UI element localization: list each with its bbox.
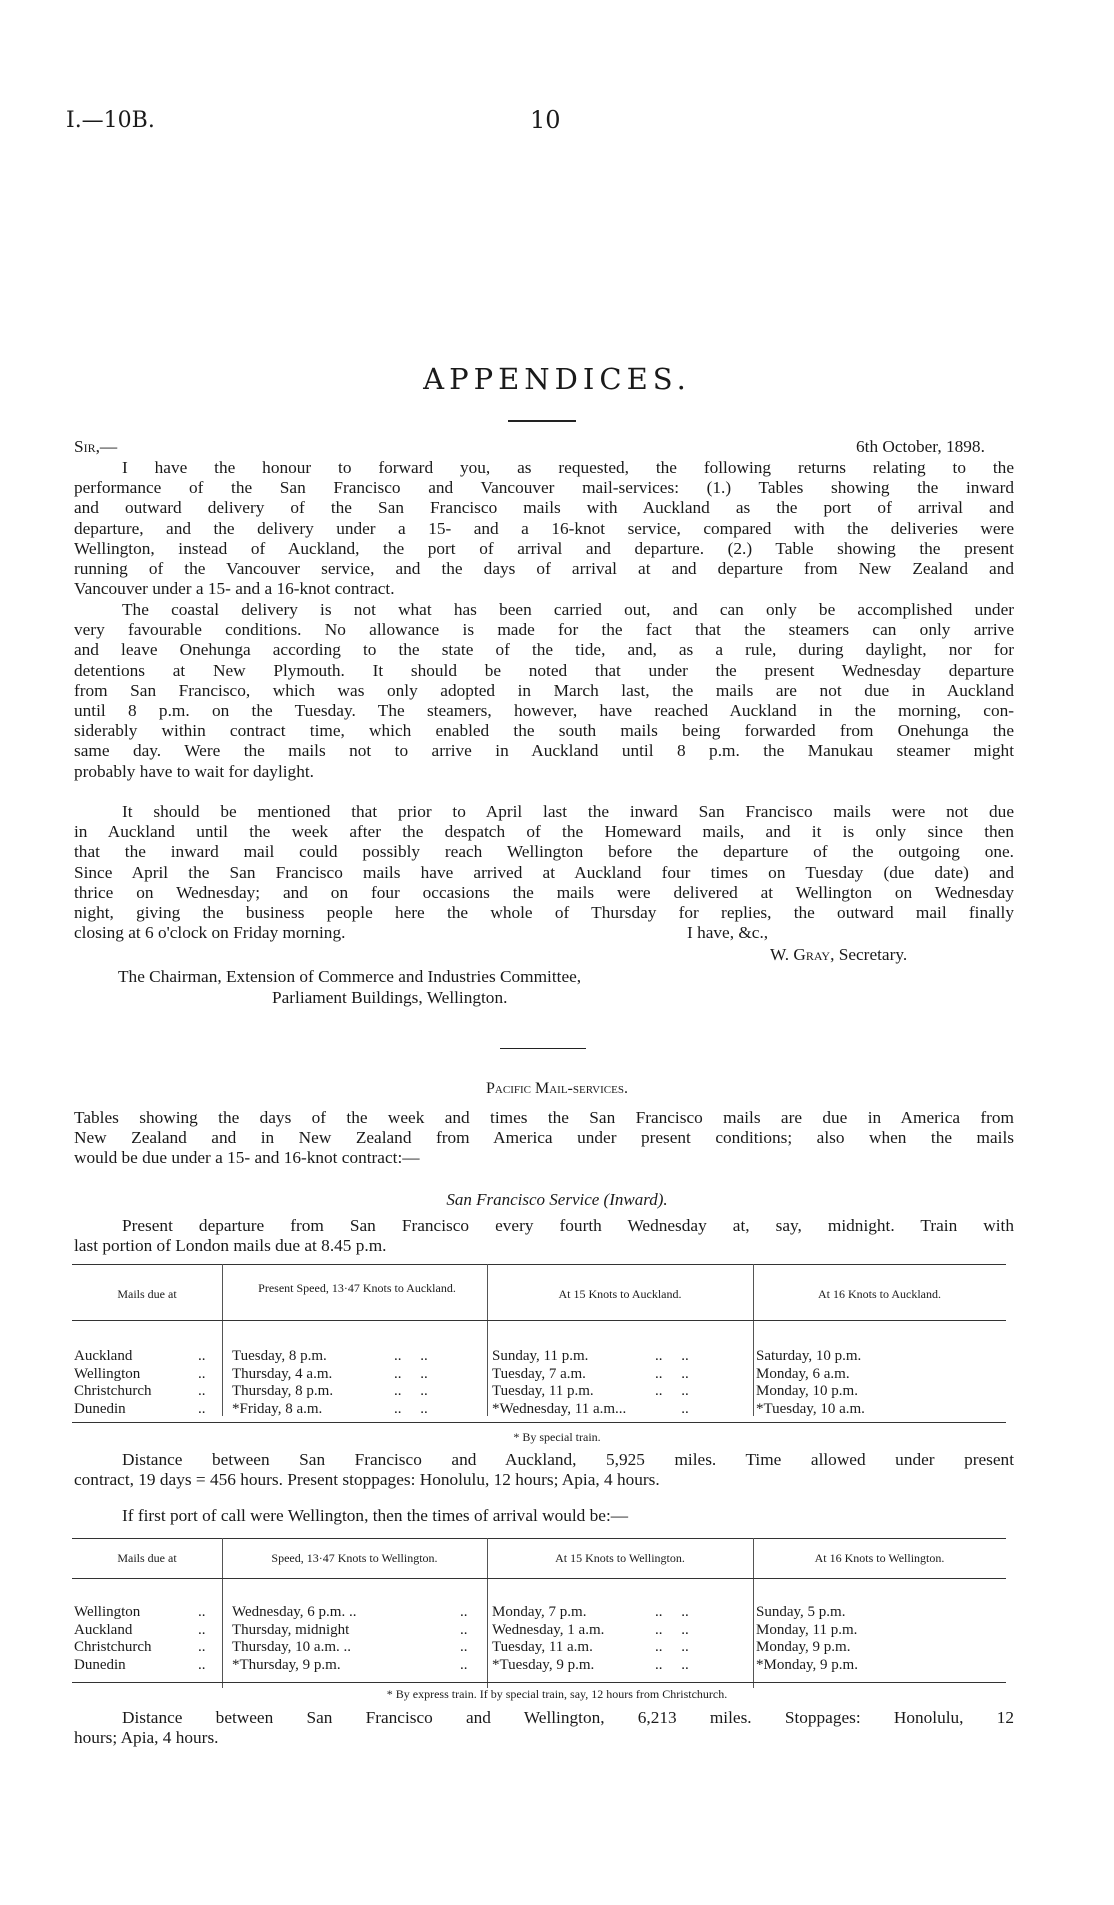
section-rule <box>500 1048 586 1049</box>
table1-col-16-knots: Saturday, 10 p.m. Monday, 6 a.m. Monday, 10 p.m. *Tuesday, 10 a.m. <box>756 1348 865 1417</box>
table1-col-present: Tuesday, 8 p.m. Thursday, 4 a.m. Thursday, 8 p.m. *Friday, 8 a.m. <box>232 1348 334 1417</box>
letter-date: 6th October, 1898. <box>856 437 985 456</box>
letter-paragraph-3: It should be mentioned that prior to April last the inward San Francisco mails were not due in Auckland until the week after the despatch of the Homeward mails, and it is only since then that the inward mail could possibly reach Wellington before the departure of the outgoing one. Since April the San Francisco mails have arrived at Auckland four times on Tuesday (due date) and thrice on Wednesday; and on four occasions the mails were delivered at Wellington on Wednesday night, giving the business people here the whole of Thursday for replies, the outward mail finally <box>74 802 1014 923</box>
table2-col-mails: Wellington Auckland Christchurch Dunedin <box>74 1604 152 1673</box>
table2-header-15-knots: At 15 Knots to Wellington. <box>555 1551 685 1565</box>
page-number: 10 <box>530 106 561 134</box>
table1-col-15-knots: Sunday, 11 p.m. Tuesday, 7 a.m. Tuesday, 11 p.m. *Wednesday, 11 a.m... <box>492 1348 627 1417</box>
table1-footnote: * By special train. <box>513 1430 601 1444</box>
inward-table-auckland: Mails due at Present Speed, 13·47 Knots to Auckland. At 15 Knots to Auckland. At 16 Knots to Auckland. Auckland Wellington Christchurch Dunedin .. .. .. .. Tuesday, 8 p.m. Thursday, 4 a.m. Thursday, 8 p.m. *Friday, 8 a.m. .. .. .. .. .. .. .. .. Sunday, 11 p.m. Tuesday, 7 a.m. Tuesday, 11 p.m. *Wednesday, 11 a.m... .. .. .. .. .. .. .. Saturday, 10 p.m. Monday, 6 a.m. Monday, 10 p.m. *Tuesday, 10 a.m. <box>72 1264 1006 1424</box>
table2-col-16-knots: Sunday, 5 p.m. Monday, 11 p.m. Monday, 9 p.m. *Monday, 9 p.m. <box>756 1604 858 1673</box>
table1-header-15-knots: At 15 Knots to Auckland. <box>558 1287 682 1301</box>
letter-closing: I have, &c., <box>687 923 769 942</box>
distance-auckland: Distance between San Francisco and Auckland, 5,925 miles. Time allowed under present contract, 19 days = 456 hours. Present stoppages: Honolulu, 12 hours; Apia, 4 hours. <box>74 1450 1014 1490</box>
inward-table-wellington: Mails due at Speed, 13·47 Knots to Wellington. At 15 Knots to Wellington. At 16 Knots to Wellington. Wellington Auckland Christchurch Dunedin .. .. .. .. Wednesday, 6 p.m. .. Thursday, midnight Thursday, 10 a.m. .. *Thursday, 9 p.m. .. .. .. .. Monday, 7 p.m. Wednesday, 1 a.m. Tuesday, 11 a.m. *Tuesday, 9 p.m. .. .. .. .. .. .. .. .. Sunday, 5 p.m. Monday, 11 p.m. Monday, 9 p.m. *Monday, 9 p.m. <box>72 1538 1006 1698</box>
wellington-intro: If first port of call were Wellington, then the times of arrival would be:— <box>122 1506 629 1525</box>
table1-header-mails-due: Mails due at <box>117 1287 177 1301</box>
salutation: Sir,— <box>74 437 118 456</box>
appendices-title: APPENDICES. <box>423 362 691 396</box>
addressee-line-1: The Chairman, Extension of Commerce and Industries Committee, <box>118 967 582 986</box>
distance-wellington: Distance between San Francisco and Wellington, 6,213 miles. Stoppages: Honolulu, 12 hours; Apia, 4 hours. <box>74 1708 1014 1748</box>
table2-header-mails-due: Mails due at <box>117 1551 177 1565</box>
service-title: San Francisco Service (Inward). <box>446 1190 668 1209</box>
pacific-heading: Pacific Mail-services. <box>486 1080 628 1097</box>
table2-col-speed: Wednesday, 6 p.m. .. Thursday, midnight Thursday, 10 a.m. .. *Thursday, 9 p.m. <box>232 1604 357 1673</box>
signature: W. Gray, Secretary. <box>770 945 908 964</box>
table2-col-15-knots: Monday, 7 p.m. Wednesday, 1 a.m. Tuesday, 11 a.m. *Tuesday, 9 p.m. <box>492 1604 605 1673</box>
addressee-line-2: Parliament Buildings, Wellington. <box>272 988 508 1007</box>
table2-footnote: * By express train. If by special train, say, 12 hours from Christchurch. <box>386 1687 728 1701</box>
table2-header-16-knots: At 16 Knots to Wellington. <box>814 1551 945 1565</box>
tables-intro: Tables showing the days of the week and times the San Francisco mails are due in America from New Zealand and in New Zealand from America under present conditions; also when the mails would be due under a 15- and 16-knot contract:— <box>74 1108 1014 1168</box>
table1-header-16-knots: At 16 Knots to Auckland. <box>818 1287 941 1301</box>
table1-col-mails: Auckland Wellington Christchurch Dunedin <box>74 1348 152 1417</box>
letter-paragraph-1: I have the honour to forward you, as requested, the following returns relating to the performance of the San Francisco and Vancouver mail-services: (1.) Tables showing the inward and outward delivery of the San Francisco mails with Auckland as the port of arrival and departure, and the delivery under a 15- and a 16-knot service, compared with the deliveries were Wellington, instead of Auckland, the port of arrival and departure. (2.) Table showing the present running of the Vancouver service, and the days of arrival at and departure from New Zealand and Vancouver under a 15- and a 16-knot contract. <box>74 458 1014 599</box>
table1-header-present-speed: Present Speed, 13·47 Knots to Auckland. <box>258 1281 456 1295</box>
table2-header-speed: Speed, 13·47 Knots to Wellington. <box>271 1551 438 1565</box>
document-reference: I.—10B. <box>66 108 155 133</box>
title-rule <box>508 420 576 422</box>
letter-paragraph-2: The coastal delivery is not what has been carried out, and can only be accomplished under very favourable conditions. No allowance is made for the fact that the steamers can only arrive and leave Onehunga according to the state of the tide, and, as a rule, during daylight, nor for detentions at New Plymouth. It should be noted that under the present Wednesday departure from San Francisco, which was only adopted in March last, the mails are not due in Auckland until 8 p.m. on the Tuesday. The steamers, however, have reached Auckland in the morning, con- siderably within contract time, which enabled the south mails being forwarded from Onehunga the same day. Were the mails not to arrive in Auckland until 8 p.m. the Manukau steamer might probably have to wait for daylight. <box>74 600 1014 781</box>
paragraph-3-last-line: closing at 6 o'clock on Friday morning. <box>74 923 346 942</box>
present-departure: Present departure from San Francisco every fourth Wednesday at, say, midnight. Train with last portion of London mails due at 8.45 p.m. <box>74 1216 1014 1256</box>
